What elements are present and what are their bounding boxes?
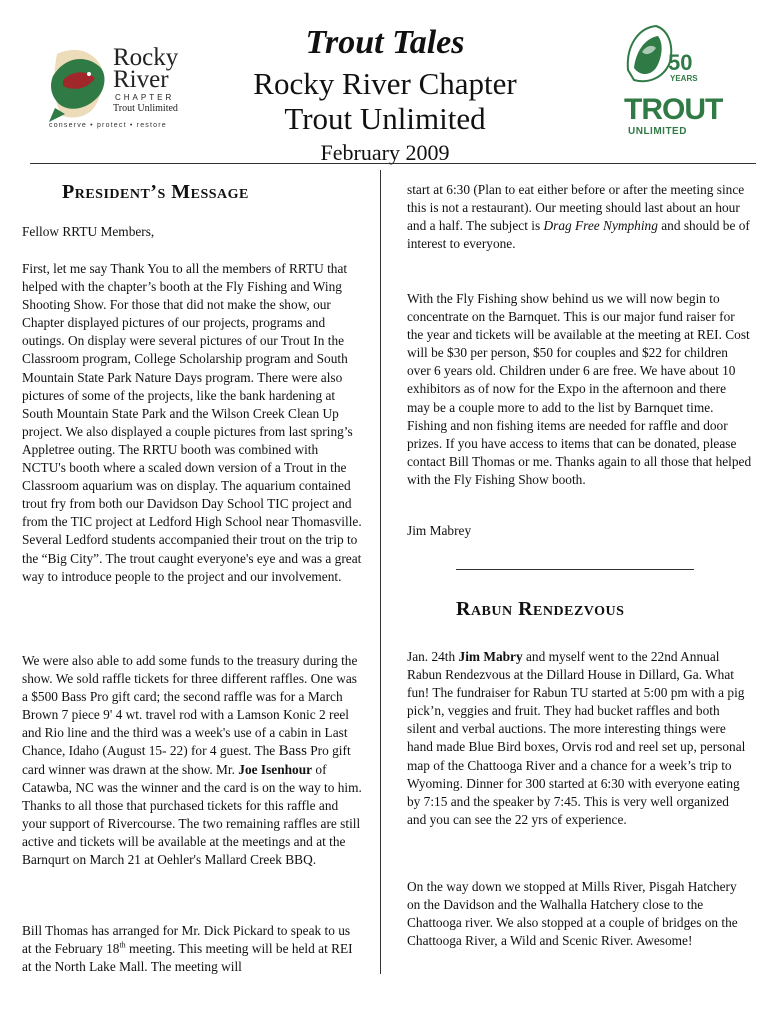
- meeting-text-2: and should be of interest to everyone.: [407, 218, 750, 252]
- signature: Jim Mabrey: [407, 523, 472, 538]
- winner-name: Joe Isenhour: [238, 761, 313, 777]
- raffle-text-3: of Catawba, NC was the winner and the card is on the way to him. Thanks to all those that purchased tickets for this raffle and your support of Rivercourse. The two remaining raffles are still active and tickets will be available at the meetings and at the Barnqurt on March 21 at Oehler's Mallard Creek BBQ.: [22, 761, 362, 868]
- meeting-text: start at 6:30 (Plan to eat either before or after the meeting since this is not a restaurant). Our meeting should last about an hour and a half. The subject is: [407, 182, 745, 234]
- logo-trout: TROUT: [624, 93, 723, 126]
- section-rule: [456, 569, 694, 570]
- logo-word-chapter: CHAPTER: [115, 93, 175, 102]
- logo-tagline: conserve • protect • restore: [49, 122, 167, 129]
- organization-name: Trout Unlimited: [284, 101, 486, 136]
- speaker-text: Bill Thomas has arranged for Mr. Dick Pickard to speak to us at the February 18: [22, 923, 351, 957]
- president-paragraph-5: With the Fly Fishing show behind us we will now begin to concentrate on the Barnquet. This is our major fund raiser for the year and tickets will be available at the meeting at REI. Cost will be $30 per person, $50 for couples and $22 for children over 6 years old. Children under 6 are free. We have about 10 exhibitors as of now for the Expo in the afternoon and there may be a couple more to add to the list by Barnquet time. Fishing and non fishing items are needed for raffle and door prizes. If you have access to items that can be donated, please contact Bill Thomas or me. Thanks again to all those that helped with the Fly Fishing Show booth.: [407, 291, 752, 487]
- president-paragraph-4: [407, 181, 752, 253]
- logo-50: 50: [668, 50, 693, 75]
- meeting-topic: Drag Free Nymphing: [543, 218, 658, 234]
- raffle-text: We were also able to add some funds to the treasury during the show. We sold raffle tickets for three different raffles. One was a $500 Bass Pro gift card; the second raffle was for a March Brown 7 piece 9' 4 wt. travel rod with a Lamson Konic 2 reel and Rio line and the third was a week's use of a cabin in Last Chance, Idaho (August 15- 22) for 4 guest. The: [22, 653, 358, 759]
- logo-word-rocky: Rocky: [113, 44, 179, 71]
- issue-date: February 2009: [320, 140, 450, 165]
- chapter-name: Rocky River Chapter: [253, 66, 517, 101]
- newsletter-title: Trout Tales: [305, 24, 465, 61]
- speaker-text-2: meeting. This meeting will be held at REI at the North Lake Mall. The meeting will: [22, 941, 353, 975]
- bass-word: Bass: [278, 743, 307, 760]
- logo-unlimited: UNLIMITED: [628, 126, 687, 137]
- rabun-name: Jim Mabry: [458, 649, 523, 664]
- logo-years: YEARS: [670, 74, 698, 83]
- rabun-text-2: and myself went to the 22nd Annual Rabun Rendezvous at the Dillard House in Dillard, Ga. What fun! The fundraiser for Rabun TU started at 5:00 pm with a pig pick’n, veggies and fruit. They had bucket raffles and both silent and verbal auctions. The more interesting things were hand made Blue Bird boxes, Orvis rod and reel set up, personal map of the Chattooga River and a chance for a week’s trip to Wyoming. Dinner for 300 started at 6:30 with everyone eating by 7:15 and the speaker by 7:45. This is very well organized and you can see the 22 yrs of experience.: [407, 649, 746, 827]
- raffle-text-2: Pro gift card winner was drawn at the show. Mr.: [22, 743, 351, 777]
- rabun-rendezvous-heading: Rabun Rendezvous: [456, 598, 625, 620]
- column-divider: [380, 170, 381, 974]
- presidents-message-heading: President’s Message: [62, 181, 249, 203]
- header-rule: [30, 163, 756, 164]
- president-paragraph-3: [22, 922, 362, 976]
- rabun-text: Jan. 24th: [407, 649, 459, 664]
- president-paragraph-1: First, let me say Thank You to all the members of RRTU that helped with the chapter’s booth at the Fly Fishing and Wing Shooting Show. For those that did not make the show, our Chapter displayed pictures of our projects, programs and outings. On display were several pictures of our Trout In the Classroom program, College Scholarship program and South Mountain State Park Nature Days program. There were also pictures of some of the projects, like the bank hardening at South Mountain State Park and the Wilson Creek Clean Up project. We also displayed a couple pictures from last spring’s Appletree outing. The RRTU booth was combined with NCTU's booth where a scaled down version of a Trout in the Classroom aquarium was on display. The aquarium contained trout fry from both our Davidson Day School TIC project and from the TIC project at Ledford High School near Thomasville. Several Ledford students accompanied their trout on the trip to the “Big City”. The trout caught everyone's eye and was a great way to introduce people to the project and our involvement.: [22, 261, 362, 584]
- ordinal-suffix: th: [119, 940, 126, 950]
- logo-word-river: River: [113, 66, 169, 93]
- rabun-paragraph-1: [407, 648, 747, 829]
- rabun-paragraph-2: On the way down we stopped at Mills River, Pisgah Hatchery on the Davidson and the Walhalla Hatchery close to the Chattooga river. We also stopped at a couple of bridges on the Chattooga River, a Wild and Scenic River. Awesome!: [407, 879, 738, 949]
- greeting: Fellow RRTU Members,: [22, 224, 155, 239]
- president-paragraph-2: [22, 652, 362, 869]
- logo-word-trout-unlimited: Trout Unlimited: [113, 103, 178, 114]
